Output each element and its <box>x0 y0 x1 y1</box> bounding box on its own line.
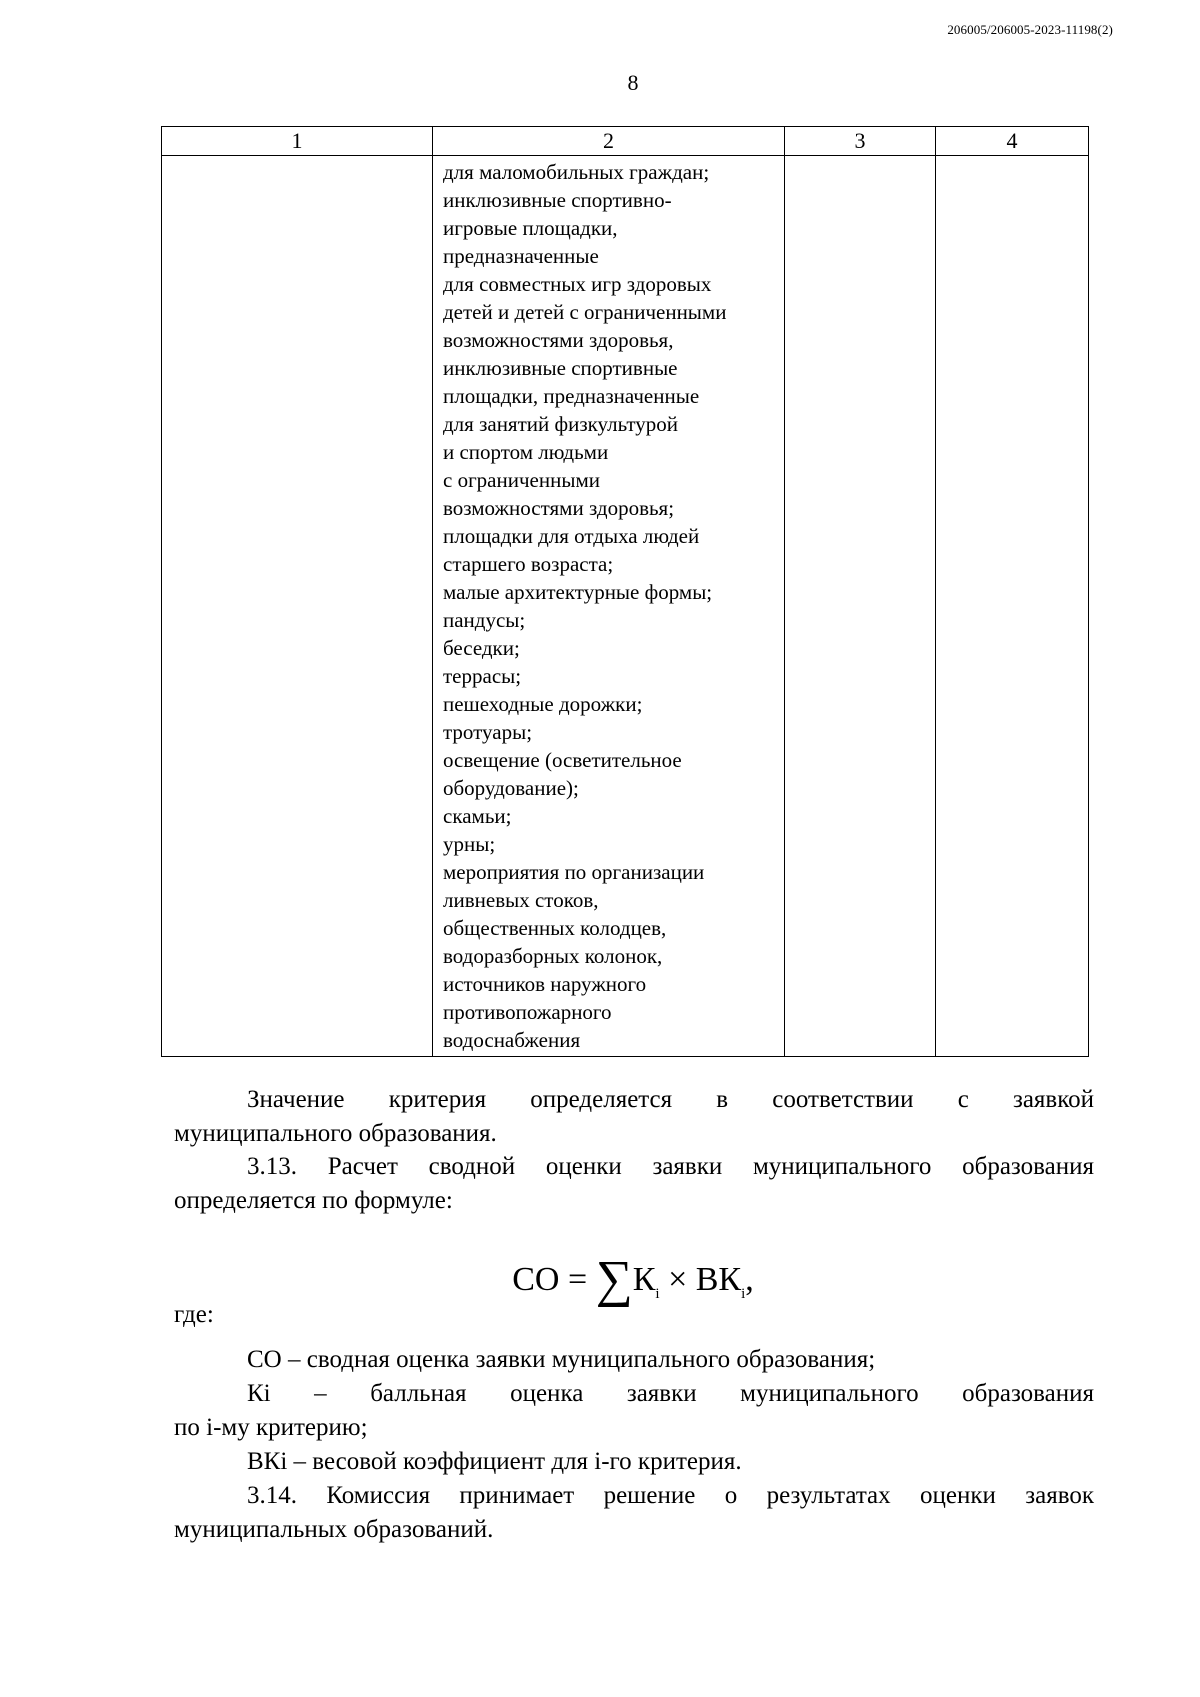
definitions <box>174 1343 1094 1547</box>
list-item: площадки для отдыха людей <box>443 524 700 548</box>
table-header-cell: 3 <box>785 127 936 156</box>
table-header-cell: 1 <box>162 127 433 156</box>
table-cell-col3 <box>785 156 936 1057</box>
paragraph-criterion-value <box>174 1083 1094 1151</box>
list-item: пешеходные дорожки; <box>443 692 643 716</box>
list-item: освещение (осветительное <box>443 748 682 772</box>
paragraph-3-13 <box>174 1150 1094 1218</box>
list-item: скамьи; <box>443 804 512 828</box>
list-item: малые архитектурные формы; <box>443 580 713 604</box>
formula-trail: , <box>745 1261 754 1298</box>
formula-sum: ∑ <box>595 1251 633 1308</box>
definition-co: СО – сводная оценка заявки муниципального образования; <box>247 1346 876 1373</box>
paragraph-line: где: <box>174 1301 214 1328</box>
formula-times: × <box>668 1261 688 1298</box>
definition-vki: ВКi – весовой коэффициент для i-го критерия. <box>247 1448 742 1475</box>
list-item: инклюзивные спортивно- <box>443 188 672 212</box>
definition-ki-cont: по i-му критерию; <box>174 1414 368 1441</box>
list-item: инклюзивные спортивные <box>443 356 678 380</box>
page-number: 8 <box>627 70 639 95</box>
formula-vk: ВК <box>695 1261 742 1298</box>
formula-eq: = <box>567 1261 588 1298</box>
paragraph-line: определяется по формуле: <box>174 1187 453 1214</box>
list-item: для совместных игр здоровых <box>443 272 712 296</box>
list-item: возможностями здоровья, <box>443 328 674 352</box>
list-item: террасы; <box>443 664 522 688</box>
list-item: игровые площадки, <box>443 216 618 240</box>
list-item: для маломобильных граждан; <box>443 160 710 184</box>
list-item: ливневых стоков, <box>443 888 599 912</box>
table-header-cell: 4 <box>936 127 1089 156</box>
paragraph-line: 3.13. Расчет сводной оценки заявки муниципального образования <box>247 1153 1094 1180</box>
formula-sub: i <box>741 1285 746 1302</box>
paragraph-line: Значение критерия определяется в соответствии с заявкой <box>247 1086 1094 1113</box>
list-item: детей и детей с ограниченными <box>443 300 727 324</box>
list-item: пандусы; <box>443 608 526 632</box>
formula-lhs: СО <box>512 1261 560 1298</box>
table-row <box>162 156 1089 1057</box>
list-item: возможностями здоровья; <box>443 496 675 520</box>
criteria-table <box>161 126 1089 1057</box>
list-item: с ограниченными <box>443 468 600 492</box>
list-item: водоснабжения <box>443 1028 581 1052</box>
table-cell-col2 <box>433 156 785 1057</box>
list-item: противопожарного <box>443 1000 612 1024</box>
list-item: общественных колодцев, <box>443 916 667 940</box>
paragraph-3-14: 3.14. Комиссия принимает решение о результатах оценки заявок <box>247 1482 1094 1509</box>
list-item: источников наружного <box>443 972 647 996</box>
paragraph-3-14-cont: муниципальных образований. <box>174 1516 494 1543</box>
document-id: 206005/206005-2023-11198(2) <box>947 22 1113 37</box>
table-cell-col4 <box>936 156 1089 1057</box>
list-item: для занятий физкультурой <box>443 412 679 436</box>
list-item: предназначенные <box>443 244 599 268</box>
list-item: оборудование); <box>443 776 579 800</box>
table-header-row <box>162 127 1089 156</box>
table-header-cell: 2 <box>433 127 785 156</box>
list-item: и спортом людьми <box>443 440 609 464</box>
list-item: тротуары; <box>443 720 533 744</box>
list-item: водоразборных колонок, <box>443 944 663 968</box>
definition-ki: Кi – балльная оценка заявки муниципального образования <box>247 1380 1094 1407</box>
list-item: урны; <box>443 832 496 856</box>
list-item: старшего возраста; <box>443 552 614 576</box>
paragraph-line: муниципального образования. <box>174 1120 497 1147</box>
list-item: беседки; <box>443 636 520 660</box>
list-item: мероприятия по организации <box>443 860 705 884</box>
formula-sub: i <box>655 1285 660 1302</box>
list-item: площадки, предназначенные <box>443 384 700 408</box>
table-cell-col1 <box>162 156 433 1057</box>
where-label <box>174 1298 1094 1332</box>
formula-k: К <box>632 1261 656 1298</box>
